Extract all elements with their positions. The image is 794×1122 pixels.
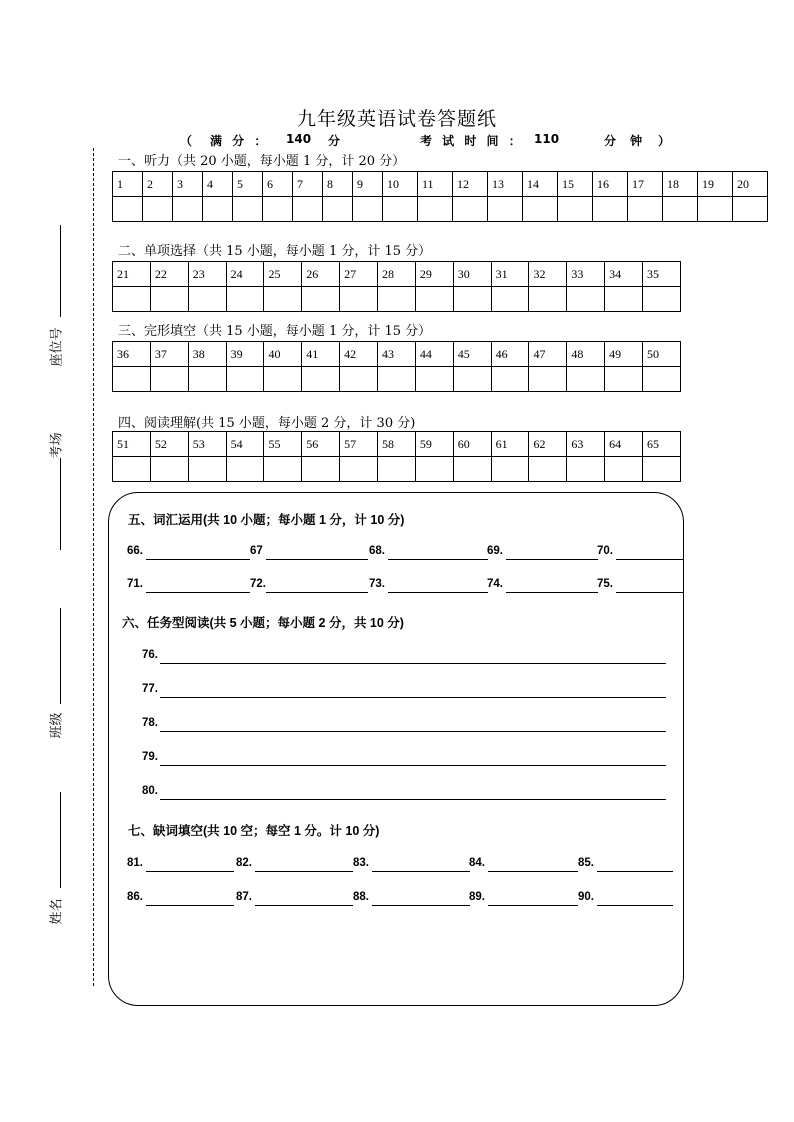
blank-label-4: 80. xyxy=(142,785,158,797)
answer-cell-17[interactable] xyxy=(628,197,663,222)
answer-cell-33[interactable] xyxy=(567,287,605,312)
question-number-30: 30 xyxy=(453,262,491,287)
answer-cell-41[interactable] xyxy=(302,367,340,392)
answer-blank[interactable] xyxy=(160,731,666,732)
answer-blank[interactable] xyxy=(266,559,368,560)
answer-cell-45[interactable] xyxy=(453,367,491,392)
answer-blank[interactable] xyxy=(146,905,234,906)
seat-line xyxy=(60,225,61,317)
answer-cell-37[interactable] xyxy=(150,367,188,392)
question-number-44: 44 xyxy=(415,342,453,367)
answer-cell-35[interactable] xyxy=(643,287,681,312)
answer-cell-6[interactable] xyxy=(263,197,293,222)
answer-blank[interactable] xyxy=(597,871,673,872)
time-unit: 分 钟 xyxy=(604,134,643,148)
answer-cell-43[interactable] xyxy=(378,367,416,392)
answer-cell-31[interactable] xyxy=(491,287,529,312)
paren-close: ） xyxy=(658,134,671,148)
question-number-37: 37 xyxy=(150,342,188,367)
question-number-54: 54 xyxy=(226,432,264,457)
answer-cell-14[interactable] xyxy=(523,197,558,222)
blank-label-4: 70. xyxy=(597,545,613,557)
question-number-3: 3 xyxy=(173,172,203,197)
question-number-27: 27 xyxy=(340,262,378,287)
question-number-1: 1 xyxy=(113,172,143,197)
binding-dashed-line xyxy=(93,148,94,986)
answer-cell-42[interactable] xyxy=(340,367,378,392)
time-value: 110 xyxy=(534,132,560,146)
side-label-class: 班级 xyxy=(49,712,65,739)
answer-cell-29[interactable] xyxy=(415,287,453,312)
question-number-4: 4 xyxy=(203,172,233,197)
answer-cell-49[interactable] xyxy=(605,367,643,392)
blank-label-0: 76. xyxy=(142,649,158,661)
section-1-heading: 一、听力（共 20 小题，每小题 1 分，计 20 分） xyxy=(118,154,406,169)
answer-blank[interactable] xyxy=(146,592,250,593)
question-number-64: 64 xyxy=(605,432,643,457)
blank-label-0: 81. xyxy=(127,857,143,869)
answer-cell-27[interactable] xyxy=(340,287,378,312)
blank-label-9: 90. xyxy=(578,891,594,903)
section-4-answer-grid xyxy=(112,431,681,482)
question-number-2: 2 xyxy=(143,172,173,197)
answer-cell-9[interactable] xyxy=(353,197,383,222)
answer-cell-57[interactable] xyxy=(340,457,378,482)
blank-label-4: 85. xyxy=(578,857,594,869)
answer-blank[interactable] xyxy=(255,905,353,906)
blank-label-1: 77. xyxy=(142,683,158,695)
section-2-heading: 二、单项选择（共 15 小题，每小题 1 分，计 15 分） xyxy=(118,244,432,259)
blank-label-9: 75. xyxy=(597,578,613,590)
answer-cell-39[interactable] xyxy=(226,367,264,392)
question-number-39: 39 xyxy=(226,342,264,367)
question-number-23: 23 xyxy=(188,262,226,287)
question-number-61: 61 xyxy=(491,432,529,457)
answer-cell-58[interactable] xyxy=(378,457,416,482)
room-line xyxy=(60,458,61,550)
question-number-53: 53 xyxy=(188,432,226,457)
question-number-10: 10 xyxy=(383,172,418,197)
question-number-15: 15 xyxy=(558,172,593,197)
score-value: 140 xyxy=(286,132,312,146)
written-answers-box xyxy=(108,492,684,1006)
question-number-16: 16 xyxy=(593,172,628,197)
question-number-60: 60 xyxy=(453,432,491,457)
answer-cell-3[interactable] xyxy=(173,197,203,222)
section-1-answer-grid xyxy=(112,171,768,222)
question-number-14: 14 xyxy=(523,172,558,197)
answer-cell-53[interactable] xyxy=(188,457,226,482)
answer-cell-26[interactable] xyxy=(302,287,340,312)
answer-cell-8[interactable] xyxy=(323,197,353,222)
answer-blank[interactable] xyxy=(160,697,666,698)
answer-cell-16[interactable] xyxy=(593,197,628,222)
question-number-31: 31 xyxy=(491,262,529,287)
answer-blank[interactable] xyxy=(372,871,470,872)
answer-blank[interactable] xyxy=(388,592,488,593)
name-line xyxy=(60,792,61,888)
answer-blank[interactable] xyxy=(597,905,673,906)
question-number-21: 21 xyxy=(113,262,151,287)
question-number-33: 33 xyxy=(567,262,605,287)
blank-label-2: 68. xyxy=(369,545,385,557)
answer-cell-1[interactable] xyxy=(113,197,143,222)
answer-cell-36[interactable] xyxy=(113,367,151,392)
section-3-heading: 三、完形填空（共 15 小题，每小题 1 分，计 15 分） xyxy=(118,324,432,339)
answer-blank[interactable] xyxy=(488,871,578,872)
question-number-41: 41 xyxy=(302,342,340,367)
blank-label-5: 86. xyxy=(127,891,143,903)
answer-cell-2[interactable] xyxy=(143,197,173,222)
section-2-answer-grid xyxy=(112,261,681,312)
question-number-63: 63 xyxy=(567,432,605,457)
question-number-36: 36 xyxy=(113,342,151,367)
answer-cell-59[interactable] xyxy=(415,457,453,482)
answer-blank[interactable] xyxy=(616,592,684,593)
class-line xyxy=(60,608,61,704)
answer-cell-52[interactable] xyxy=(150,457,188,482)
answer-cell-47[interactable] xyxy=(529,367,567,392)
question-number-40: 40 xyxy=(264,342,302,367)
answer-blank[interactable] xyxy=(488,905,578,906)
question-number-18: 18 xyxy=(663,172,698,197)
blank-label-1: 67 xyxy=(250,545,263,557)
question-number-17: 17 xyxy=(628,172,663,197)
question-number-55: 55 xyxy=(264,432,302,457)
question-number-50: 50 xyxy=(643,342,681,367)
answer-blank[interactable] xyxy=(146,559,250,560)
answer-cell-15[interactable] xyxy=(558,197,593,222)
answer-cell-51[interactable] xyxy=(113,457,151,482)
blank-label-0: 66. xyxy=(127,545,143,557)
question-number-38: 38 xyxy=(188,342,226,367)
answer-cell-18[interactable] xyxy=(663,197,698,222)
page-title: 九年级英语试卷答题纸 xyxy=(296,108,497,130)
section-7-heading: 七、缺词填空(共 10 空；每空 1 分。计 10 分) xyxy=(128,824,380,838)
blank-label-8: 74. xyxy=(487,578,503,590)
question-number-9: 9 xyxy=(353,172,383,197)
blank-label-3: 84. xyxy=(469,857,485,869)
answer-cell-28[interactable] xyxy=(378,287,416,312)
answer-blank[interactable] xyxy=(506,592,598,593)
question-number-43: 43 xyxy=(378,342,416,367)
section-5-heading: 五、词汇运用(共 10 小题；每小题 1 分，计 10 分) xyxy=(128,513,405,527)
answer-cell-46[interactable] xyxy=(491,367,529,392)
answer-cell-13[interactable] xyxy=(488,197,523,222)
question-number-28: 28 xyxy=(378,262,416,287)
answer-cell-64[interactable] xyxy=(605,457,643,482)
blank-label-3: 79. xyxy=(142,751,158,763)
question-number-46: 46 xyxy=(491,342,529,367)
answer-cell-44[interactable] xyxy=(415,367,453,392)
answer-cell-50[interactable] xyxy=(643,367,681,392)
question-number-5: 5 xyxy=(233,172,263,197)
question-number-11: 11 xyxy=(418,172,453,197)
answer-cell-65[interactable] xyxy=(643,457,681,482)
question-number-47: 47 xyxy=(529,342,567,367)
section-4-heading: 四、阅读理解(共 15 小题，每小题 2 分，计 30 分) xyxy=(118,416,416,431)
answer-blank[interactable] xyxy=(388,559,488,560)
section-3-answer-grid xyxy=(112,341,681,392)
question-number-42: 42 xyxy=(340,342,378,367)
question-number-62: 62 xyxy=(529,432,567,457)
question-number-57: 57 xyxy=(340,432,378,457)
side-label-seat: 座位号 xyxy=(49,327,65,367)
blank-label-2: 83. xyxy=(353,857,369,869)
answer-cell-32[interactable] xyxy=(529,287,567,312)
question-number-65: 65 xyxy=(643,432,681,457)
side-label-room: 考场 xyxy=(49,432,65,459)
question-number-58: 58 xyxy=(378,432,416,457)
question-number-7: 7 xyxy=(293,172,323,197)
answer-cell-11[interactable] xyxy=(418,197,453,222)
answer-blank[interactable] xyxy=(255,871,353,872)
answer-blank[interactable] xyxy=(372,905,470,906)
answer-cell-24[interactable] xyxy=(226,287,264,312)
question-number-20: 20 xyxy=(733,172,768,197)
answer-blank[interactable] xyxy=(160,663,666,664)
score-unit: 分 xyxy=(328,134,341,148)
blank-label-7: 88. xyxy=(353,891,369,903)
answer-cell-19[interactable] xyxy=(698,197,733,222)
question-number-29: 29 xyxy=(415,262,453,287)
answer-cell-5[interactable] xyxy=(233,197,263,222)
answer-blank[interactable] xyxy=(146,871,234,872)
question-number-25: 25 xyxy=(264,262,302,287)
answer-cell-38[interactable] xyxy=(188,367,226,392)
blank-label-7: 73. xyxy=(369,578,385,590)
answer-cell-25[interactable] xyxy=(264,287,302,312)
question-number-24: 24 xyxy=(226,262,264,287)
answer-blank[interactable] xyxy=(616,559,684,560)
blank-label-5: 71. xyxy=(127,578,143,590)
answer-cell-21[interactable] xyxy=(113,287,151,312)
answer-cell-62[interactable] xyxy=(529,457,567,482)
question-number-48: 48 xyxy=(567,342,605,367)
answer-blank[interactable] xyxy=(160,799,666,800)
blank-label-6: 87. xyxy=(236,891,252,903)
question-number-49: 49 xyxy=(605,342,643,367)
question-number-13: 13 xyxy=(488,172,523,197)
question-number-45: 45 xyxy=(453,342,491,367)
answer-blank[interactable] xyxy=(160,765,666,766)
blank-label-6: 72. xyxy=(250,578,266,590)
question-number-52: 52 xyxy=(150,432,188,457)
answer-cell-55[interactable] xyxy=(264,457,302,482)
blank-label-2: 78. xyxy=(142,717,158,729)
section-6-heading: 六、任务型阅读(共 5 小题；每小题 2 分，共 10 分) xyxy=(122,616,404,630)
answer-cell-23[interactable] xyxy=(188,287,226,312)
answer-cell-4[interactable] xyxy=(203,197,233,222)
score-label: 满 分 ： xyxy=(210,134,267,148)
answer-cell-7[interactable] xyxy=(293,197,323,222)
answer-cell-12[interactable] xyxy=(453,197,488,222)
answer-cell-20[interactable] xyxy=(733,197,768,222)
answer-cell-60[interactable] xyxy=(453,457,491,482)
question-number-19: 19 xyxy=(698,172,733,197)
answer-cell-22[interactable] xyxy=(150,287,188,312)
question-number-26: 26 xyxy=(302,262,340,287)
question-number-56: 56 xyxy=(302,432,340,457)
answer-cell-10[interactable] xyxy=(383,197,418,222)
blank-label-8: 89. xyxy=(469,891,485,903)
answer-cell-34[interactable] xyxy=(605,287,643,312)
question-number-35: 35 xyxy=(643,262,681,287)
answer-cell-56[interactable] xyxy=(302,457,340,482)
question-number-6: 6 xyxy=(263,172,293,197)
time-label: 考 试 时 间 ： xyxy=(420,134,521,148)
question-number-22: 22 xyxy=(150,262,188,287)
question-number-32: 32 xyxy=(529,262,567,287)
question-number-51: 51 xyxy=(113,432,151,457)
answer-blank[interactable] xyxy=(506,559,598,560)
question-number-34: 34 xyxy=(605,262,643,287)
blank-label-1: 82. xyxy=(236,857,252,869)
side-label-name: 姓名 xyxy=(49,898,65,925)
answer-cell-63[interactable] xyxy=(567,457,605,482)
question-number-59: 59 xyxy=(415,432,453,457)
question-number-8: 8 xyxy=(323,172,353,197)
answer-cell-61[interactable] xyxy=(491,457,529,482)
question-number-12: 12 xyxy=(453,172,488,197)
answer-blank[interactable] xyxy=(266,592,368,593)
blank-label-3: 69. xyxy=(487,545,503,557)
answer-cell-40[interactable] xyxy=(264,367,302,392)
answer-cell-54[interactable] xyxy=(226,457,264,482)
answer-cell-48[interactable] xyxy=(567,367,605,392)
answer-cell-30[interactable] xyxy=(453,287,491,312)
paren-open: （ xyxy=(180,134,193,148)
